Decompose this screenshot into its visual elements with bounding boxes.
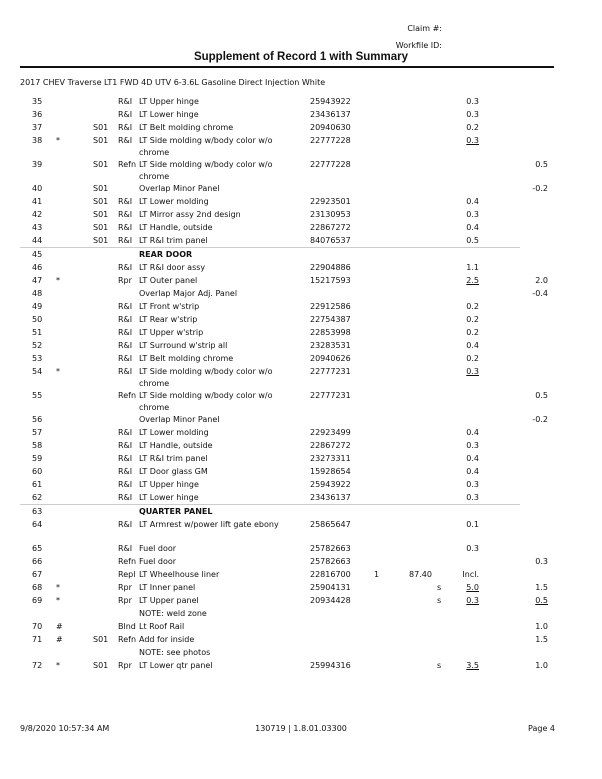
table-row bbox=[0, 389, 602, 413]
table-row bbox=[0, 413, 602, 426]
operation: R&I bbox=[118, 520, 133, 529]
line-description: LT Armrest w/power lift gate ebony bbox=[139, 520, 279, 529]
supplement-code: S01 bbox=[93, 635, 109, 644]
line-flag: # bbox=[56, 622, 63, 631]
line-number: 58 bbox=[32, 441, 43, 450]
operation: R&I bbox=[118, 341, 133, 350]
part-number: 22923499 bbox=[310, 428, 351, 437]
line-description: LT Lower hinge bbox=[139, 493, 199, 502]
line-number: 41 bbox=[32, 197, 43, 206]
line-number: 63 bbox=[32, 507, 43, 516]
line-description: LT Handle, outside bbox=[139, 223, 213, 232]
line-number: 69 bbox=[32, 596, 43, 605]
table-row bbox=[0, 518, 602, 542]
line-number: 66 bbox=[32, 557, 43, 566]
line-flag: * bbox=[56, 596, 60, 605]
part-number: 20940630 bbox=[310, 123, 351, 132]
operation: R&I bbox=[118, 197, 133, 206]
line-number: 36 bbox=[32, 110, 43, 119]
line-number: 56 bbox=[32, 415, 43, 424]
line-description: LT Inner panel bbox=[139, 583, 196, 592]
labor-hours-value: 2.5 bbox=[466, 276, 479, 285]
line-number: 38 bbox=[32, 136, 43, 145]
line-number: 64 bbox=[32, 520, 43, 529]
table-row bbox=[0, 465, 602, 478]
operation: R&I bbox=[118, 236, 133, 245]
line-description: LT Lower molding bbox=[139, 428, 209, 437]
line-number: 51 bbox=[32, 328, 43, 337]
labor-hours-value: 0.2 bbox=[466, 328, 479, 337]
table-row bbox=[0, 581, 602, 594]
part-number: 20934428 bbox=[310, 596, 351, 605]
table-row bbox=[0, 108, 602, 121]
labor-hours-value: 0.4 bbox=[466, 428, 479, 437]
table-row bbox=[0, 491, 602, 504]
adjustment-flag: s bbox=[437, 583, 442, 592]
part-number: 23273311 bbox=[310, 454, 351, 463]
operation: R&I bbox=[118, 441, 133, 450]
line-flag: # bbox=[56, 635, 63, 644]
line-description: LT Side molding w/body color w/o chrome bbox=[139, 136, 273, 157]
line-description: LT Side molding w/body color w/o chrome bbox=[139, 160, 273, 181]
table-row bbox=[0, 234, 602, 247]
table-row bbox=[0, 121, 602, 134]
labor-hours-value: 0.3 bbox=[466, 110, 479, 119]
part-number: 84076537 bbox=[310, 236, 351, 245]
supplement-code: S01 bbox=[93, 210, 109, 219]
line-description: Fuel door bbox=[139, 544, 177, 553]
labor-hours-value: 0.4 bbox=[466, 467, 479, 476]
part-number: 22754387 bbox=[310, 315, 351, 324]
labor-hours-value: 0.4 bbox=[466, 197, 479, 206]
part-number: 20940626 bbox=[310, 354, 351, 363]
operation: R&I bbox=[118, 110, 133, 119]
table-row bbox=[0, 208, 602, 221]
supplement-code: S01 bbox=[93, 236, 109, 245]
part-number: 22777231 bbox=[310, 391, 351, 400]
labor-hours-value: 0.3 bbox=[466, 97, 479, 106]
section-header-row bbox=[0, 248, 602, 261]
table-row bbox=[0, 426, 602, 439]
line-description: LT Upper hinge bbox=[139, 97, 199, 106]
table-row bbox=[0, 568, 602, 581]
line-description: LT R&I trim panel bbox=[139, 454, 208, 463]
part-number: 22867272 bbox=[310, 441, 351, 450]
workfile-id-label: Workfile ID: bbox=[395, 41, 442, 50]
line-number: 60 bbox=[32, 467, 43, 476]
line-description: LT Wheelhouse liner bbox=[139, 570, 220, 579]
operation: R&I bbox=[118, 123, 133, 132]
table-row bbox=[0, 594, 602, 607]
part-number: 25943922 bbox=[310, 97, 351, 106]
table-row bbox=[0, 182, 602, 195]
line-description: LT Side molding w/body color w/o chrome bbox=[139, 391, 273, 412]
labor-hours-value: 0.4 bbox=[466, 341, 479, 350]
operation: R&I bbox=[118, 97, 133, 106]
paint-hours-value: 1.5 bbox=[535, 635, 548, 644]
part-number: 22923501 bbox=[310, 197, 351, 206]
line-number: 40 bbox=[32, 184, 43, 193]
line-number: 37 bbox=[32, 123, 43, 132]
adjustment-flag: s bbox=[437, 661, 442, 670]
part-number: 22777228 bbox=[310, 160, 351, 169]
labor-hours-value: 0.5 bbox=[466, 236, 479, 245]
line-description: LT Upper panel bbox=[139, 596, 199, 605]
line-number: 61 bbox=[32, 480, 43, 489]
operation: R&I bbox=[118, 354, 133, 363]
part-number: 23436137 bbox=[310, 493, 351, 502]
labor-hours-value: 0.2 bbox=[466, 302, 479, 311]
labor-hours-value: 0.2 bbox=[466, 123, 479, 132]
paint-hours-value: 1.0 bbox=[535, 622, 548, 631]
line-description: LT Outer panel bbox=[139, 276, 198, 285]
operation: R&I bbox=[118, 210, 133, 219]
line-description: LT Door glass GM bbox=[139, 467, 208, 476]
paint-hours-value: 2.0 bbox=[535, 276, 548, 285]
operation: R&I bbox=[118, 367, 133, 376]
quantity: 1 bbox=[374, 570, 380, 579]
line-number: 49 bbox=[32, 302, 43, 311]
part-number: 15928654 bbox=[310, 467, 351, 476]
labor-hours-value: 0.4 bbox=[466, 223, 479, 232]
table-row bbox=[0, 221, 602, 234]
part-number: 22904886 bbox=[310, 263, 351, 272]
operation: R&I bbox=[118, 263, 133, 272]
supplement-code: S01 bbox=[93, 223, 109, 232]
labor-hours-value: 0.1 bbox=[466, 520, 479, 529]
part-number: 15217593 bbox=[310, 276, 351, 285]
table-row bbox=[0, 439, 602, 452]
adjustment-flag: s bbox=[437, 596, 442, 605]
line-description: LT Lower hinge bbox=[139, 110, 199, 119]
operation: Blnd bbox=[118, 622, 136, 631]
table-row bbox=[0, 274, 602, 287]
part-number: 25904131 bbox=[310, 583, 351, 592]
line-description: Overlap Major Adj. Panel bbox=[139, 289, 238, 298]
line-description: LT Upper hinge bbox=[139, 480, 199, 489]
line-flag: * bbox=[56, 276, 60, 285]
operation: Rpr bbox=[118, 276, 132, 285]
line-description: Fuel door bbox=[139, 557, 177, 566]
line-description: REAR DOOR bbox=[139, 250, 193, 259]
line-number: 45 bbox=[32, 250, 43, 259]
line-description: Overlap Minor Panel bbox=[139, 415, 220, 424]
table-row bbox=[0, 452, 602, 465]
operation: R&I bbox=[118, 315, 133, 324]
line-description: QUARTER PANEL bbox=[139, 507, 213, 516]
line-flag: * bbox=[56, 583, 60, 592]
supplement-code: S01 bbox=[93, 136, 109, 145]
page-title: Supplement of Record 1 with Summary bbox=[193, 51, 409, 63]
operation: R&I bbox=[118, 454, 133, 463]
operation: R&I bbox=[118, 467, 133, 476]
table-row bbox=[0, 134, 602, 158]
line-description: LT R&I trim panel bbox=[139, 236, 208, 245]
operation: R&I bbox=[118, 223, 133, 232]
vehicle-description: 2017 CHEV Traverse LT1 FWD 4D UTV 6-3.6L Gasoline Direct Injection White bbox=[20, 78, 326, 87]
line-description: NOTE: see photos bbox=[139, 648, 211, 657]
labor-hours-value: 0.3 bbox=[466, 136, 479, 145]
operation: R&I bbox=[118, 302, 133, 311]
table-row bbox=[0, 352, 602, 365]
operation: Refn bbox=[118, 391, 137, 400]
paint-hours-value: -0.4 bbox=[532, 289, 548, 298]
labor-hours-value: 0.3 bbox=[466, 367, 479, 376]
supplement-code: S01 bbox=[93, 661, 109, 670]
line-number: 47 bbox=[32, 276, 43, 285]
part-number: 25943922 bbox=[310, 480, 351, 489]
line-number: 35 bbox=[32, 97, 43, 106]
supplement-code: S01 bbox=[93, 160, 109, 169]
line-description: LT R&I door assy bbox=[139, 263, 206, 272]
labor-hours-value: 3.5 bbox=[466, 661, 479, 670]
labor-hours-value: 0.3 bbox=[466, 441, 479, 450]
supplement-code: S01 bbox=[93, 197, 109, 206]
paint-hours-value: 1.0 bbox=[535, 661, 548, 670]
line-description: LT Side molding w/body color w/o chrome bbox=[139, 367, 273, 388]
line-description: LT Mirror assy 2nd design bbox=[139, 210, 241, 219]
part-number: 22912586 bbox=[310, 302, 351, 311]
line-number: 68 bbox=[32, 583, 43, 592]
line-number: 54 bbox=[32, 367, 43, 376]
paint-hours-value: -0.2 bbox=[532, 184, 548, 193]
table-row bbox=[0, 326, 602, 339]
line-description: NOTE: weld zone bbox=[139, 609, 207, 618]
labor-hours-value: 0.3 bbox=[466, 596, 479, 605]
part-number: 25782663 bbox=[310, 557, 351, 566]
part-number: 22816700 bbox=[310, 570, 351, 579]
labor-hours-value: 0.3 bbox=[466, 210, 479, 219]
line-description: Overlap Minor Panel bbox=[139, 184, 220, 193]
part-number: 25782663 bbox=[310, 544, 351, 553]
line-description: LT Front w'strip bbox=[139, 302, 200, 311]
table-row bbox=[0, 158, 602, 182]
table-row bbox=[0, 555, 602, 568]
line-description: LT Belt molding chrome bbox=[139, 123, 234, 132]
footer-version: 130719 | 1.8.01.03300 bbox=[255, 724, 347, 733]
operation: Refn bbox=[118, 557, 137, 566]
line-flag: * bbox=[56, 136, 60, 145]
labor-hours-value: 0.2 bbox=[466, 354, 479, 363]
line-flag: * bbox=[56, 367, 60, 376]
footer-datetime: 9/8/2020 10:57:34 AM bbox=[20, 724, 110, 733]
line-description: LT Upper w'strip bbox=[139, 328, 204, 337]
part-number: 22777228 bbox=[310, 136, 351, 145]
operation: R&I bbox=[118, 544, 133, 553]
table-row bbox=[0, 261, 602, 274]
table-row bbox=[0, 300, 602, 313]
paint-hours-value: 0.5 bbox=[535, 160, 548, 169]
section-header-row bbox=[0, 505, 602, 518]
claim-number-label: Claim #: bbox=[407, 24, 442, 33]
line-number: 67 bbox=[32, 570, 43, 579]
table-row bbox=[0, 620, 602, 633]
footer-page-number: Page 4 bbox=[528, 724, 555, 733]
part-number: 23130953 bbox=[310, 210, 351, 219]
line-number: 57 bbox=[32, 428, 43, 437]
line-number: 65 bbox=[32, 544, 43, 553]
table-row bbox=[0, 478, 602, 491]
line-description: Lt Roof Rail bbox=[139, 622, 185, 631]
part-number: 22853998 bbox=[310, 328, 351, 337]
line-description: LT Handle, outside bbox=[139, 441, 213, 450]
note-row bbox=[0, 646, 602, 659]
paint-hours-value: -0.2 bbox=[532, 415, 548, 424]
line-number: 39 bbox=[32, 160, 43, 169]
line-number: 44 bbox=[32, 236, 43, 245]
extended-price: 87.40 bbox=[409, 570, 432, 579]
operation: R&I bbox=[118, 428, 133, 437]
title-divider bbox=[20, 66, 554, 68]
line-flag: * bbox=[56, 661, 60, 670]
labor-hours-value: 1.1 bbox=[466, 263, 479, 272]
line-description: LT Surround w'strip all bbox=[139, 341, 228, 350]
line-description: LT Lower qtr panel bbox=[139, 661, 213, 670]
labor-hours-value: 0.3 bbox=[466, 544, 479, 553]
line-number: 62 bbox=[32, 493, 43, 502]
part-number: 22867272 bbox=[310, 223, 351, 232]
line-number: 53 bbox=[32, 354, 43, 363]
table-row bbox=[0, 95, 602, 108]
line-number: 71 bbox=[32, 635, 43, 644]
line-number: 72 bbox=[32, 661, 43, 670]
operation: Rpr bbox=[118, 596, 132, 605]
line-number: 43 bbox=[32, 223, 43, 232]
line-description: LT Rear w'strip bbox=[139, 315, 198, 324]
supplement-code: S01 bbox=[93, 184, 109, 193]
part-number: 23436137 bbox=[310, 110, 351, 119]
table-row bbox=[0, 195, 602, 208]
table-row bbox=[0, 365, 602, 389]
operation: R&I bbox=[118, 480, 133, 489]
table-row bbox=[0, 339, 602, 352]
paint-hours-value: 0.5 bbox=[535, 391, 548, 400]
labor-hours-value: 0.2 bbox=[466, 315, 479, 324]
part-number: 25994316 bbox=[310, 661, 351, 670]
line-number: 70 bbox=[32, 622, 43, 631]
operation: R&I bbox=[118, 493, 133, 502]
line-number: 50 bbox=[32, 315, 43, 324]
operation: R&I bbox=[118, 136, 133, 145]
paint-hours-value: 0.5 bbox=[535, 596, 548, 605]
labor-hours-value: 0.4 bbox=[466, 454, 479, 463]
table-row bbox=[0, 287, 602, 300]
part-number: 25865647 bbox=[310, 520, 351, 529]
operation: Rpr bbox=[118, 583, 132, 592]
labor-hours-value: 5.0 bbox=[466, 583, 479, 592]
paint-hours-value: 0.3 bbox=[535, 557, 548, 566]
line-description: Add for inside bbox=[139, 635, 195, 644]
line-number: 48 bbox=[32, 289, 43, 298]
operation: Refn bbox=[118, 160, 137, 169]
operation: Rpr bbox=[118, 661, 132, 670]
operation: Repl bbox=[118, 570, 136, 579]
labor-hours-value: Incl. bbox=[462, 570, 479, 579]
table-row bbox=[0, 659, 602, 672]
line-number: 42 bbox=[32, 210, 43, 219]
line-description: LT Lower molding bbox=[139, 197, 209, 206]
operation: R&I bbox=[118, 328, 133, 337]
labor-hours-value: 0.3 bbox=[466, 480, 479, 489]
table-row bbox=[0, 542, 602, 555]
supplement-code: S01 bbox=[93, 123, 109, 132]
table-row bbox=[0, 313, 602, 326]
line-number: 59 bbox=[32, 454, 43, 463]
estimate-lines-table bbox=[0, 95, 602, 672]
labor-hours-value: 0.3 bbox=[466, 493, 479, 502]
line-number: 55 bbox=[32, 391, 43, 400]
part-number: 23283531 bbox=[310, 341, 351, 350]
note-row bbox=[0, 607, 602, 620]
table-row bbox=[0, 633, 602, 646]
line-description: LT Belt molding chrome bbox=[139, 354, 234, 363]
paint-hours-value: 1.5 bbox=[535, 583, 548, 592]
line-number: 46 bbox=[32, 263, 43, 272]
operation: Refn bbox=[118, 635, 137, 644]
line-number: 52 bbox=[32, 341, 43, 350]
part-number: 22777231 bbox=[310, 367, 351, 376]
